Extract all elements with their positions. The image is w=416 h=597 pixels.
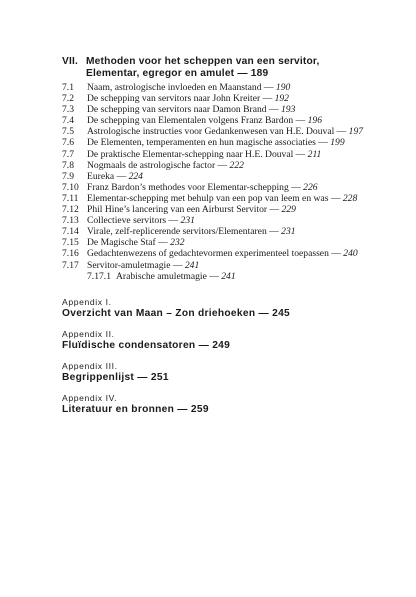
toc-item-number: 7.17.1 [87,270,111,282]
toc-item[interactable] [62,215,362,226]
toc-item[interactable] [62,137,362,148]
toc-item-title: Collectieve servitors — [87,215,179,227]
chapter-title-wrap [86,56,362,80]
toc-item-page: 231 [281,226,296,238]
appendix-title-row [62,308,382,320]
chapter-number: VII. [62,56,79,67]
toc-item-page: 228 [342,192,358,204]
toc-item[interactable] [62,204,362,215]
toc-item-number: 7.3 [62,104,74,116]
toc-item[interactable] [62,193,362,204]
toc-item-number: 7.4 [62,115,74,127]
toc-item-title: De Elementen, temperamenten en hun magische associaties — [87,137,328,149]
toc-item[interactable] [62,149,362,160]
toc-item[interactable] [62,248,362,259]
toc-item-number: 7.1 [62,82,74,93]
toc-item-number: 7.11 [62,192,79,204]
toc-item-number: 7.14 [62,226,79,238]
toc-item-number: 7.16 [62,248,79,260]
toc-item-title: Phil Hine’s lancering van een Airburst Servitor — [87,204,280,216]
chapter-section [62,56,362,282]
toc-item-page: 222 [229,159,244,171]
toc-item-title: Franz Bardon’s methodes voor Elementar-schepping — [87,181,301,193]
appendix-page: — 245 [258,308,291,319]
toc-item-number: 7.2 [62,93,74,105]
toc-item[interactable] [62,160,362,171]
toc-item[interactable] [62,171,362,182]
appendix-page: — 251 [137,372,169,383]
chapter-page: — 189 [237,68,269,79]
appendix-label: Appendix I. [62,297,112,307]
appendix-2[interactable] [62,329,382,352]
toc-item-number: 7.6 [62,137,74,149]
appendix-title: Literatuur en bronnen [62,404,175,415]
toc-item-title: De Magische Staf — [87,237,168,249]
toc-item-title: Naam, astrologische invloeden en Maanstand — [87,82,274,93]
toc-item-title: Arabische amuletmagie — [116,270,219,282]
toc-item-title: De schepping van servitors naar Damon Brand — [87,104,279,116]
appendix-label: Appendix III. [62,361,118,371]
toc-item-page: 190 [275,82,291,93]
appendix-page: — 259 [177,404,209,415]
toc-item-page: 226 [303,181,318,193]
toc-item-number: 7.12 [62,204,79,216]
toc-item[interactable] [62,182,362,193]
toc-item[interactable] [62,104,362,115]
appendix-title: Overzicht van Maan – Zon driehoeken [62,308,256,319]
appendix-title: Begrippenlijst [62,372,135,383]
toc-item-page: 193 [280,104,296,116]
toc-item-page: 199 [330,137,345,149]
appendix-title-row [62,404,382,416]
toc-item-page: 231 [180,215,195,227]
toc-item[interactable] [62,226,362,237]
toc-item-number: 7.10 [62,181,79,193]
toc-item-page: 197 [348,126,364,138]
appendix-label: Appendix IV. [62,393,118,403]
toc-item[interactable] [62,126,362,137]
appendix-1[interactable] [62,297,382,320]
toc-item-number: 7.13 [62,215,79,227]
toc-item-page: 229 [281,204,296,216]
toc-item-page: 232 [170,237,185,249]
toc-item-title: Gedachtenwezens of gedachtevormen experimenteel toepassen — [87,248,341,260]
toc-item-title: Nogmaals de astrologische factor — [87,159,228,171]
appendix-page: — 249 [198,340,231,351]
toc-item-title: Servitor-amuletmagie — [87,259,183,271]
toc-item-page: 241 [221,270,236,282]
toc-item[interactable] [62,115,362,126]
toc-item[interactable] [62,237,362,248]
toc-item-page: 224 [128,170,143,182]
toc-item-number: 7.8 [62,159,74,171]
chapter-heading[interactable] [62,56,362,80]
toc-item-title: De schepping van Elementalen volgens Franz Bardon — [87,115,306,127]
toc-item[interactable] [62,271,362,282]
toc-item-title: Eureka — [87,170,127,182]
toc-item[interactable] [62,82,362,93]
toc-item-page: 196 [307,115,322,127]
appendix-3[interactable] [62,361,382,384]
toc-item-number: 7.17 [62,259,79,271]
chapter-title: Methoden voor het scheppen van een servitor, Elementar, egregor en amulet [86,56,320,79]
appendix-title-row [62,372,382,384]
toc-item-number: 7.9 [62,170,74,182]
appendix-4[interactable] [62,393,382,416]
toc-item-number: 7.15 [62,237,79,249]
toc-item-title: De schepping van servitors naar John Kreiter — [87,93,273,105]
toc-item-title: Virale, zelf-replicerende servitors/Elementaren — [87,226,279,238]
toc-item[interactable] [62,260,362,271]
appendix-label: Appendix II. [62,329,115,339]
toc-item-page: 241 [184,259,200,271]
toc-item-number: 7.5 [62,126,74,138]
toc-item-list [62,82,362,282]
toc-item-title: De praktische Elementar-schepping naar H.E. Douval — [87,148,306,160]
toc-item-page: 211 [307,148,322,160]
toc-item[interactable] [62,93,362,104]
toc-item-title: Elementar-schepping met behulp van een pop van leem en was — [87,192,341,204]
toc-item-number: 7.7 [62,148,74,160]
toc-item-title: Astrologische instructies voor Gedankenwesen van H.E. Douval — [87,126,347,138]
appendix-title: Fluïdische condensatoren [62,340,196,351]
toc-item-page: 240 [343,248,358,260]
appendix-title-row [62,340,382,352]
toc-item-page: 192 [274,93,289,105]
